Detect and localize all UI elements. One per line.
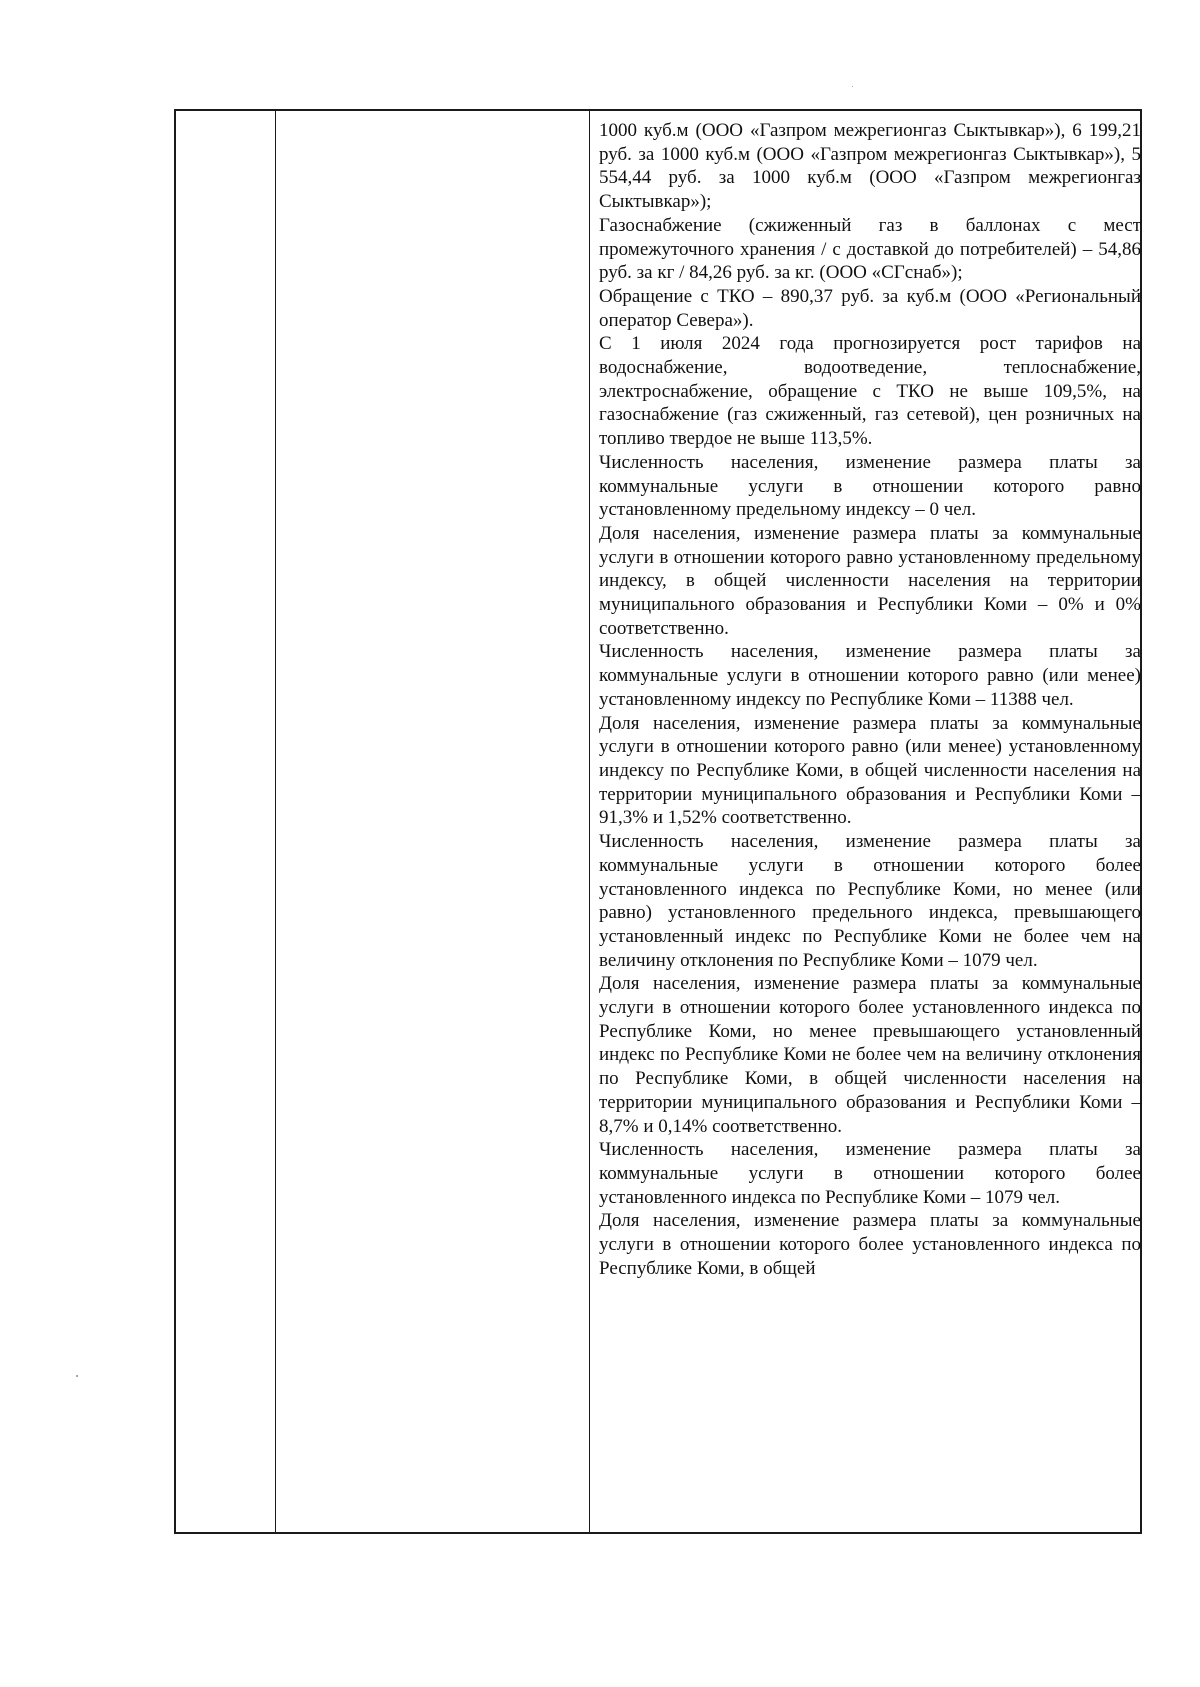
- paragraph-tariff-forecast: С 1 июля 2024 года прогнозируется рост тарифов на водоснабжение, водоотведение, теплоснабжение, электроснабжение, обращение с ТКО не выше 109,5%, на газоснабжение (газ сжиженный, газ сетевой), цен розничных на топливо твердое не выше 113,5%.: [599, 333, 1141, 450]
- document-table: [174, 109, 1142, 1534]
- paragraph-population-rk-index: Численность населения, изменение размера платы за коммунальные услуги в отношении которого равно (или менее) установленному индексу по Республике Коми – 11388 чел.: [599, 641, 1141, 710]
- description-cell: [599, 119, 1141, 1280]
- paragraph-share-limit-index: Доля населения, изменение размера платы за коммунальные услуги в отношении которого равно установленному предельному индексу, в общей численности населения на территории муниципального образования и Республики Коми – 0% и 0% соответственно.: [599, 522, 1141, 639]
- paragraph-share-more-rk: Доля населения, изменение размера платы за коммунальные услуги в отношении которого более установленного индекса по Республике Коми, в общей: [599, 1210, 1141, 1279]
- paragraph-share-rk-index: Доля населения, изменение размера платы за коммунальные услуги в отношении которого равно (или менее) установленному индексу по Республике Коми, в общей численности населения на территории муниципального образования и Республики Коми – 91,3% и 1,52% соответственно.: [599, 712, 1141, 829]
- column-divider-2: [589, 111, 590, 1532]
- paragraph-gas-prices: 1000 куб.м (ООО «Газпром межрегионгаз Сыктывкар»), 6 199,21 руб. за 1000 куб.м (ООО «Газпром межрегионгаз Сыктывкар»), 5 554,44 руб. за 1000 куб.м (ООО «Газпром межрегионгаз Сыктывкар»);: [599, 120, 1141, 213]
- paragraph-population-above-index: Численность населения, изменение размера платы за коммунальные услуги в отношении которого более установленного индекса по Республике Коми, но менее (или равно) установленного предельного индекса, превышающего установленный индекс по Республике Коми не более чем на величину отклонения по Республике Коми – 1079 чел.: [599, 831, 1141, 971]
- paragraph-share-above-index: Доля населения, изменение размера платы за коммунальные услуги в отношении которого более установленного индекса по Республике Коми, но менее превышающего установленный индекс по Республике Коми не более чем на величину отклонения по Республике Коми, в общей численности населения на территории муниципального образования и Республики Коми – 8,7% и 0,14% соответственно.: [599, 973, 1141, 1137]
- paragraph-population-more-rk: Численность населения, изменение размера платы за коммунальные услуги в отношении которого более установленного индекса по Республике Коми – 1079 чел.: [599, 1139, 1141, 1208]
- paragraph-liquefied-gas: Газоснабжение (сжиженный газ в баллонах с мест промежуточного хранения / с доставкой до потребителей) – 54,86 руб. за кг / 84,26 руб. за кг. (ООО «СГснаб»);: [599, 214, 1141, 284]
- column-divider-1: [275, 111, 276, 1532]
- scan-speck: [76, 1375, 78, 1377]
- scan-speck: [852, 86, 853, 87]
- paragraph-population-limit-index: Численность населения, изменение размера платы за коммунальные услуги в отношении которого равно установленному предельному индексу – 0 чел.: [599, 451, 1141, 521]
- paragraph-tko: Обращение с ТКО – 890,37 руб. за куб.м (ООО «Региональный оператор Севера»).: [599, 285, 1141, 331]
